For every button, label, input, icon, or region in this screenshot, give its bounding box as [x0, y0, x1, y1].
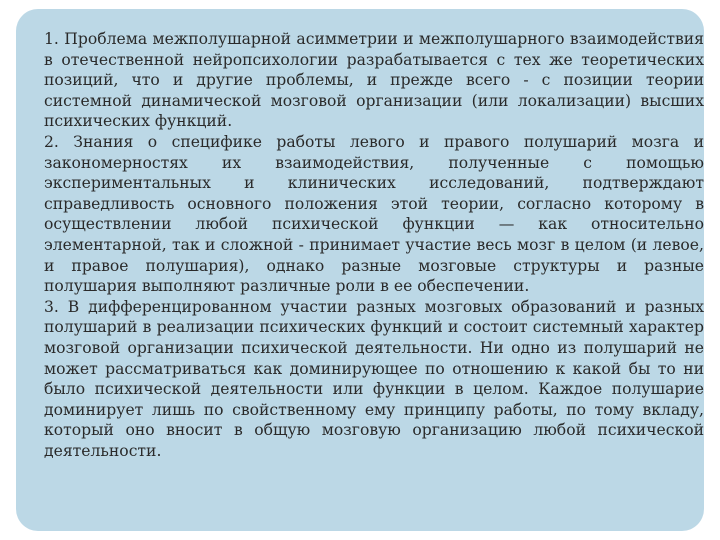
- paragraph-1: 1. Проблема межполушарной асимметрии и межполушарного взаимодействия в отечественной нейропсихологии разрабатывается с тех же теоретических позиций, что и другие проблемы, и прежде всего - с позиции теории системной динамической мозговой организации (или локализации) высших психических функций.: [44, 30, 704, 131]
- text-block: [44, 29, 704, 461]
- text-panel: [16, 9, 704, 531]
- paragraph-2: 2. Знания о специфике работы левого и правого полушарий мозга и закономерностях их взаимодействия, полученные с помощью экспериментальных и клинических исследований, подтверждают справедливость основного положения этой теории, согласно которому в осуществлении любой психической функции — как относительно элементарной, так и сложной - принимает участие весь мозг в целом (и левое, и правое полушария), однако разные мозговые структуры и разные полушария выполняют различные роли в ее обеспечении.: [44, 132, 704, 296]
- paragraph-3: 3. В дифференцированном участии разных мозговых образований и разных полушарий в реализации психических функций и состоит системный характер мозговой организации психической деятельности. Ни одно из полушарий не может рассматриваться как доминирующее по отношению к какой бы то ни было психической деятельности или функции в целом. Каждое полушарие доминирует лишь по свойственному ему принципу работы, по тому вкладу, который оно вносит в общую мозговую организацию любой психической деятельности.: [44, 297, 704, 460]
